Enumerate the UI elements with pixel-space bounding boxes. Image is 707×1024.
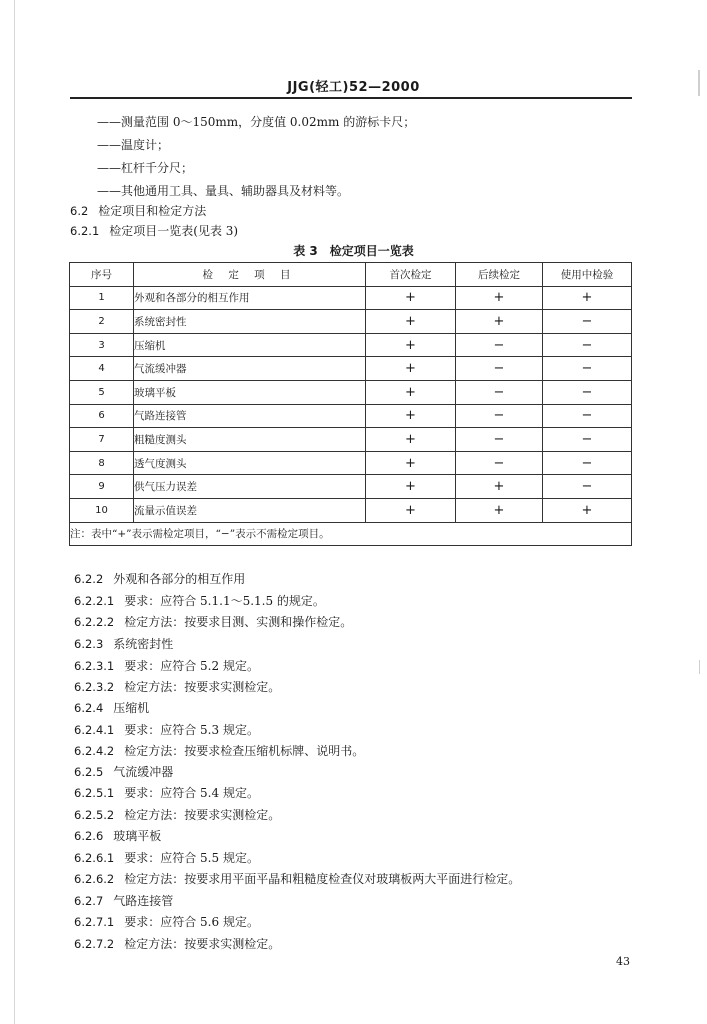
row-number: 10 bbox=[70, 498, 134, 522]
section-heading bbox=[74, 701, 149, 715]
row-number: 3 bbox=[70, 333, 134, 357]
row-number: 6 bbox=[70, 404, 134, 428]
row-item: 供气压力误差 bbox=[134, 475, 366, 499]
section-heading bbox=[74, 765, 173, 779]
section-paragraph bbox=[74, 915, 259, 929]
row-first: + bbox=[366, 404, 456, 428]
equipment-item: ——其他通用工具、量具、辅助器具及材料等。 bbox=[97, 184, 350, 198]
section-paragraph bbox=[74, 659, 259, 673]
row-item: 气路连接管 bbox=[134, 404, 366, 428]
section-paragraph bbox=[74, 723, 259, 737]
row-item: 气流缓冲器 bbox=[134, 357, 366, 381]
table-row bbox=[70, 498, 632, 522]
section-number: 6.2.2 bbox=[74, 572, 104, 586]
row-number: 4 bbox=[70, 357, 134, 381]
row-item: 透气度测头 bbox=[134, 451, 366, 475]
table-row bbox=[70, 428, 632, 452]
table-row bbox=[70, 451, 632, 475]
section-text: 气路连接管 bbox=[113, 894, 174, 908]
running-header: JJG(轻工)52—2000 bbox=[287, 80, 420, 95]
row-first: + bbox=[366, 380, 456, 404]
header-rule bbox=[70, 97, 632, 99]
section-text: 要求：应符合 5.2 规定。 bbox=[124, 659, 259, 673]
section-heading bbox=[74, 572, 245, 586]
equipment-item: ——测量范围 0～150mm，分度值 0.02mm 的游标卡尺； bbox=[97, 115, 416, 129]
table-row bbox=[70, 286, 632, 310]
table-row bbox=[70, 380, 632, 404]
section-paragraph bbox=[74, 872, 520, 886]
section-text: 检定方法：按要求实测检定。 bbox=[124, 808, 281, 822]
row-subsequent: + bbox=[456, 498, 543, 522]
table-note: 注：表中“+”表示需检定项目，“−”表示不需检定项目。 bbox=[70, 522, 632, 546]
row-subsequent: − bbox=[456, 404, 543, 428]
section-number: 6.2.1 bbox=[70, 224, 100, 238]
row-number: 1 bbox=[70, 286, 134, 310]
row-first: + bbox=[366, 475, 456, 499]
section-text: 外观和各部分的相互作用 bbox=[113, 572, 246, 586]
section-text: 要求：应符合 5.1.1～5.1.5 的规定。 bbox=[124, 594, 325, 608]
section-number: 6.2 bbox=[70, 204, 89, 218]
row-number: 7 bbox=[70, 428, 134, 452]
row-item: 系统密封性 bbox=[134, 310, 366, 334]
row-subsequent: − bbox=[456, 333, 543, 357]
row-in-use: − bbox=[543, 404, 632, 428]
row-first: + bbox=[366, 498, 456, 522]
section-number: 6.2.3.1 bbox=[74, 659, 115, 673]
section-number: 6.2.7.2 bbox=[74, 937, 115, 951]
header-cell: 使用中检验 bbox=[543, 263, 632, 287]
row-number: 5 bbox=[70, 380, 134, 404]
section-text: 气流缓冲器 bbox=[113, 765, 174, 779]
row-in-use: − bbox=[543, 451, 632, 475]
row-item: 玻璃平板 bbox=[134, 380, 366, 404]
section-text: 压缩机 bbox=[113, 701, 150, 715]
section-text: 检定项目一览表(见表 3) bbox=[109, 224, 239, 238]
section-text: 要求：应符合 5.3 规定。 bbox=[124, 723, 259, 737]
row-item: 流量示值误差 bbox=[134, 498, 366, 522]
row-subsequent: + bbox=[456, 286, 543, 310]
section-number: 6.2.5.2 bbox=[74, 808, 115, 822]
row-in-use: − bbox=[543, 380, 632, 404]
section-heading bbox=[70, 224, 238, 238]
row-subsequent: − bbox=[456, 380, 543, 404]
section-number: 6.2.2.1 bbox=[74, 594, 115, 608]
section-text: 检定方法：按要求目测、实测和操作检定。 bbox=[124, 615, 353, 629]
section-heading bbox=[70, 204, 206, 218]
row-first: + bbox=[366, 286, 456, 310]
section-number: 6.2.6 bbox=[74, 829, 104, 843]
section-text: 要求：应符合 5.6 规定。 bbox=[124, 915, 259, 929]
section-number: 6.2.7.1 bbox=[74, 915, 115, 929]
table-header-row bbox=[70, 263, 632, 287]
row-item: 压缩机 bbox=[134, 333, 366, 357]
section-number: 6.2.3 bbox=[74, 637, 104, 651]
section-heading bbox=[74, 829, 161, 843]
equipment-item: ——杠杆千分尺； bbox=[97, 161, 194, 175]
row-number: 9 bbox=[70, 475, 134, 499]
table-row bbox=[70, 357, 632, 381]
section-number: 6.2.7 bbox=[74, 894, 104, 908]
row-subsequent: − bbox=[456, 451, 543, 475]
section-text: 要求：应符合 5.5 规定。 bbox=[124, 851, 259, 865]
page-number: 43 bbox=[616, 955, 630, 968]
section-heading bbox=[74, 637, 173, 651]
section-number: 6.2.5.1 bbox=[74, 786, 115, 800]
section-number: 6.2.6.2 bbox=[74, 872, 115, 886]
section-number: 6.2.2.2 bbox=[74, 615, 115, 629]
row-item: 粗糙度测头 bbox=[134, 428, 366, 452]
row-subsequent: + bbox=[456, 475, 543, 499]
row-first: + bbox=[366, 451, 456, 475]
section-number: 6.2.3.2 bbox=[74, 680, 115, 694]
section-text: 玻璃平板 bbox=[113, 829, 162, 843]
section-heading bbox=[74, 894, 173, 908]
row-first: + bbox=[366, 428, 456, 452]
section-text: 检定方法：按要求实测检定。 bbox=[124, 937, 281, 951]
row-in-use: − bbox=[543, 357, 632, 381]
row-subsequent: − bbox=[456, 357, 543, 381]
equipment-item: ——温度计； bbox=[97, 138, 170, 152]
row-first: + bbox=[366, 357, 456, 381]
table-title: 表 3 检定项目一览表 bbox=[293, 244, 414, 258]
row-in-use: + bbox=[543, 498, 632, 522]
row-first: + bbox=[366, 333, 456, 357]
section-number: 6.2.4 bbox=[74, 701, 104, 715]
section-number: 6.2.5 bbox=[74, 765, 104, 779]
header-cell: 后续检定 bbox=[456, 263, 543, 287]
section-number: 6.2.6.1 bbox=[74, 851, 115, 865]
table-row bbox=[70, 310, 632, 334]
section-text: 检定方法：按要求用平面平晶和粗糙度检查仪对玻璃板两大平面进行检定。 bbox=[124, 872, 521, 886]
section-paragraph bbox=[74, 851, 259, 865]
header-cell: 检 定 项 目 bbox=[134, 263, 366, 287]
table-row bbox=[70, 475, 632, 499]
binding-edge-line bbox=[14, 0, 15, 1024]
table-note-row bbox=[70, 522, 632, 546]
row-in-use: − bbox=[543, 475, 632, 499]
table-row bbox=[70, 404, 632, 428]
row-subsequent: + bbox=[456, 310, 543, 334]
row-first: + bbox=[366, 310, 456, 334]
section-text: 系统密封性 bbox=[113, 637, 174, 651]
section-text: 检定项目和检定方法 bbox=[98, 204, 207, 218]
section-paragraph bbox=[74, 786, 259, 800]
header-cell: 首次检定 bbox=[366, 263, 456, 287]
section-number: 6.2.4.1 bbox=[74, 723, 115, 737]
section-number: 6.2.4.2 bbox=[74, 744, 115, 758]
row-number: 2 bbox=[70, 310, 134, 334]
section-paragraph bbox=[74, 594, 325, 608]
row-item: 外观和各部分的相互作用 bbox=[134, 286, 366, 310]
section-paragraph bbox=[74, 937, 280, 951]
row-in-use: + bbox=[543, 286, 632, 310]
inspection-items-table bbox=[69, 262, 632, 546]
table-row bbox=[70, 333, 632, 357]
header-cell: 序号 bbox=[70, 263, 134, 287]
row-in-use: − bbox=[543, 333, 632, 357]
section-paragraph bbox=[74, 680, 280, 694]
section-text: 要求：应符合 5.4 规定。 bbox=[124, 786, 259, 800]
section-paragraph bbox=[74, 744, 364, 758]
row-in-use: − bbox=[543, 310, 632, 334]
section-text: 检定方法：按要求实测检定。 bbox=[124, 680, 281, 694]
row-in-use: − bbox=[543, 428, 632, 452]
row-number: 8 bbox=[70, 451, 134, 475]
row-subsequent: − bbox=[456, 428, 543, 452]
scan-mark bbox=[699, 660, 700, 674]
section-text: 检定方法：按要求检查压缩机标牌、说明书。 bbox=[124, 744, 365, 758]
section-paragraph bbox=[74, 615, 352, 629]
section-paragraph bbox=[74, 808, 280, 822]
